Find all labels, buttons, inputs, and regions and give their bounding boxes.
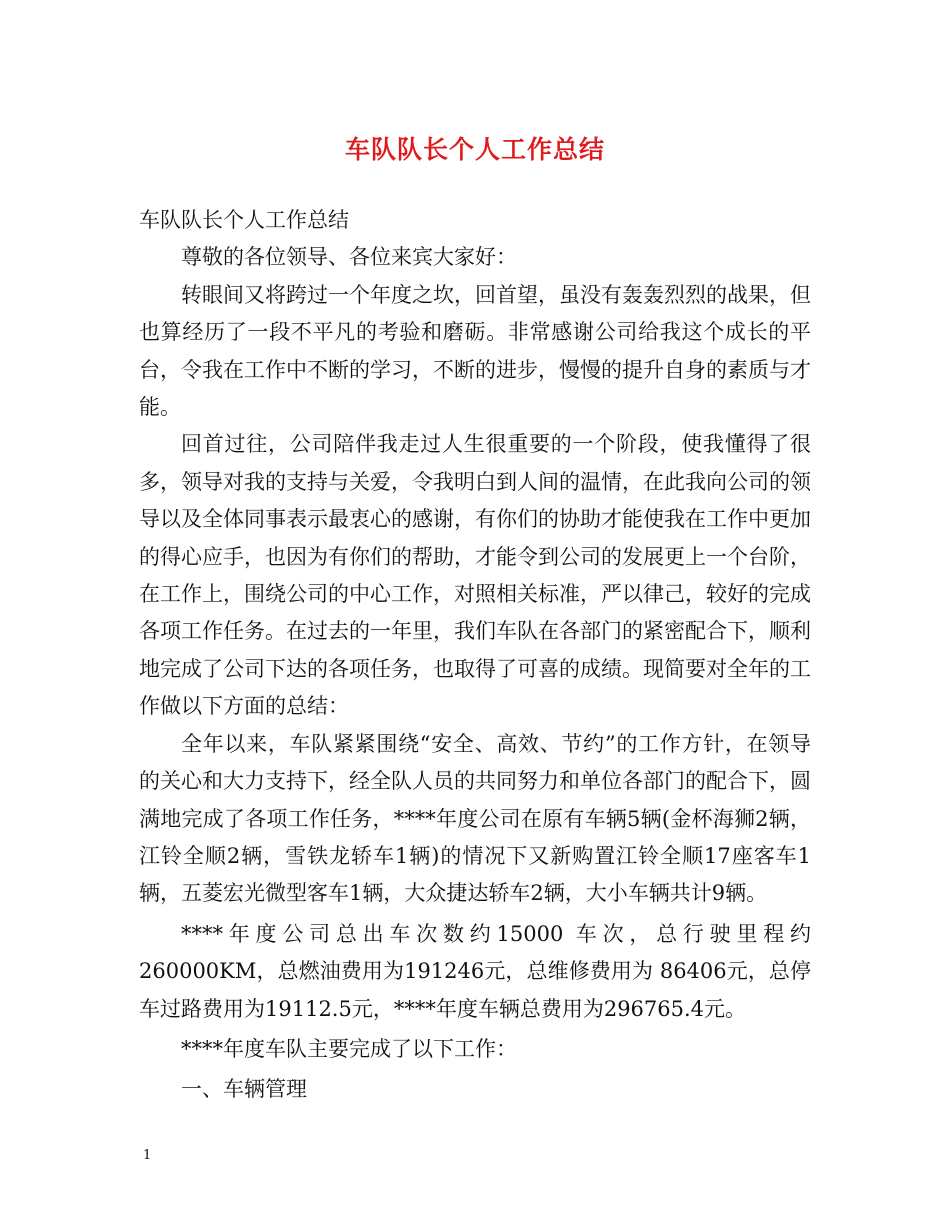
section-heading-vehicle-management: 一、车辆管理 [181,1077,307,1102]
work-summary-paragraph: ****年度车队主要完成了以下工作： [181,1036,517,1061]
body-heading: 车队队长个人工作总结 [139,208,349,232]
greeting-paragraph: 尊敬的各位领导、各位来宾大家好： [181,245,517,270]
page-number: 1 [143,1148,152,1163]
vehicles-paragraph: 全年以来，车队紧紧围绕“安全、高效、节约”的工作方针，在领导的关心和大力支持下，经全队人员的共同努力和单位各部门的配合下，圆满地完成了各项工作任务，****年度公司在原有车辆5辆(金杯海狮2辆，江铃全顺2辆，雪铁龙轿车1辆)的情况下又新购置江铃全顺17座客车1辆，五菱宏光微型客车1辆，大众捷达轿车2辆，大小车辆共计9辆。 [139,731,811,906]
document-title: 车队队长个人工作总结 [344,135,605,164]
intro-paragraph: 转眼间又将跨过一个年度之坎，回首望，虽没有轰轰烈烈的战果，但也算经历了一段不平凡的考验和磨砺。非常感谢公司给我这个成长的平台，令我在工作中不断的学习，不断的进步，慢慢的提升自身的素质与才能。 [139,282,811,420]
gratitude-paragraph: 回首过往，公司陪伴我走过人生很重要的一个阶段，使我懂得了很多，领导对我的支持与关爱，令我明白到人间的温情，在此我向公司的领导以及全体同事表示最衷心的感谢，有你们的协助才能使我在工作中更加的得心应手，也因为有你们的帮助，才能令到公司的发展更上一个台阶，在工作上，围绕公司的中心工作，对照相关标准，严以律己，较好的完成各项工作任务。在过去的一年里，我们车队在各部门的紧密配合下，顺利地完成了公司下达的各项任务，也取得了可喜的成绩。现简要对全年的工作做以下方面的总结： [139,432,811,719]
document-body [139,202,811,1109]
statistics-paragraph: ****年度公司总出车次数约15000 车次，总行驶里程约260000KM，总燃油费用为191246元，总维修费用为 86406元，总停车过路费用为19112.5元，****年度车辆总费用为296765.4元。 [139,921,811,1021]
